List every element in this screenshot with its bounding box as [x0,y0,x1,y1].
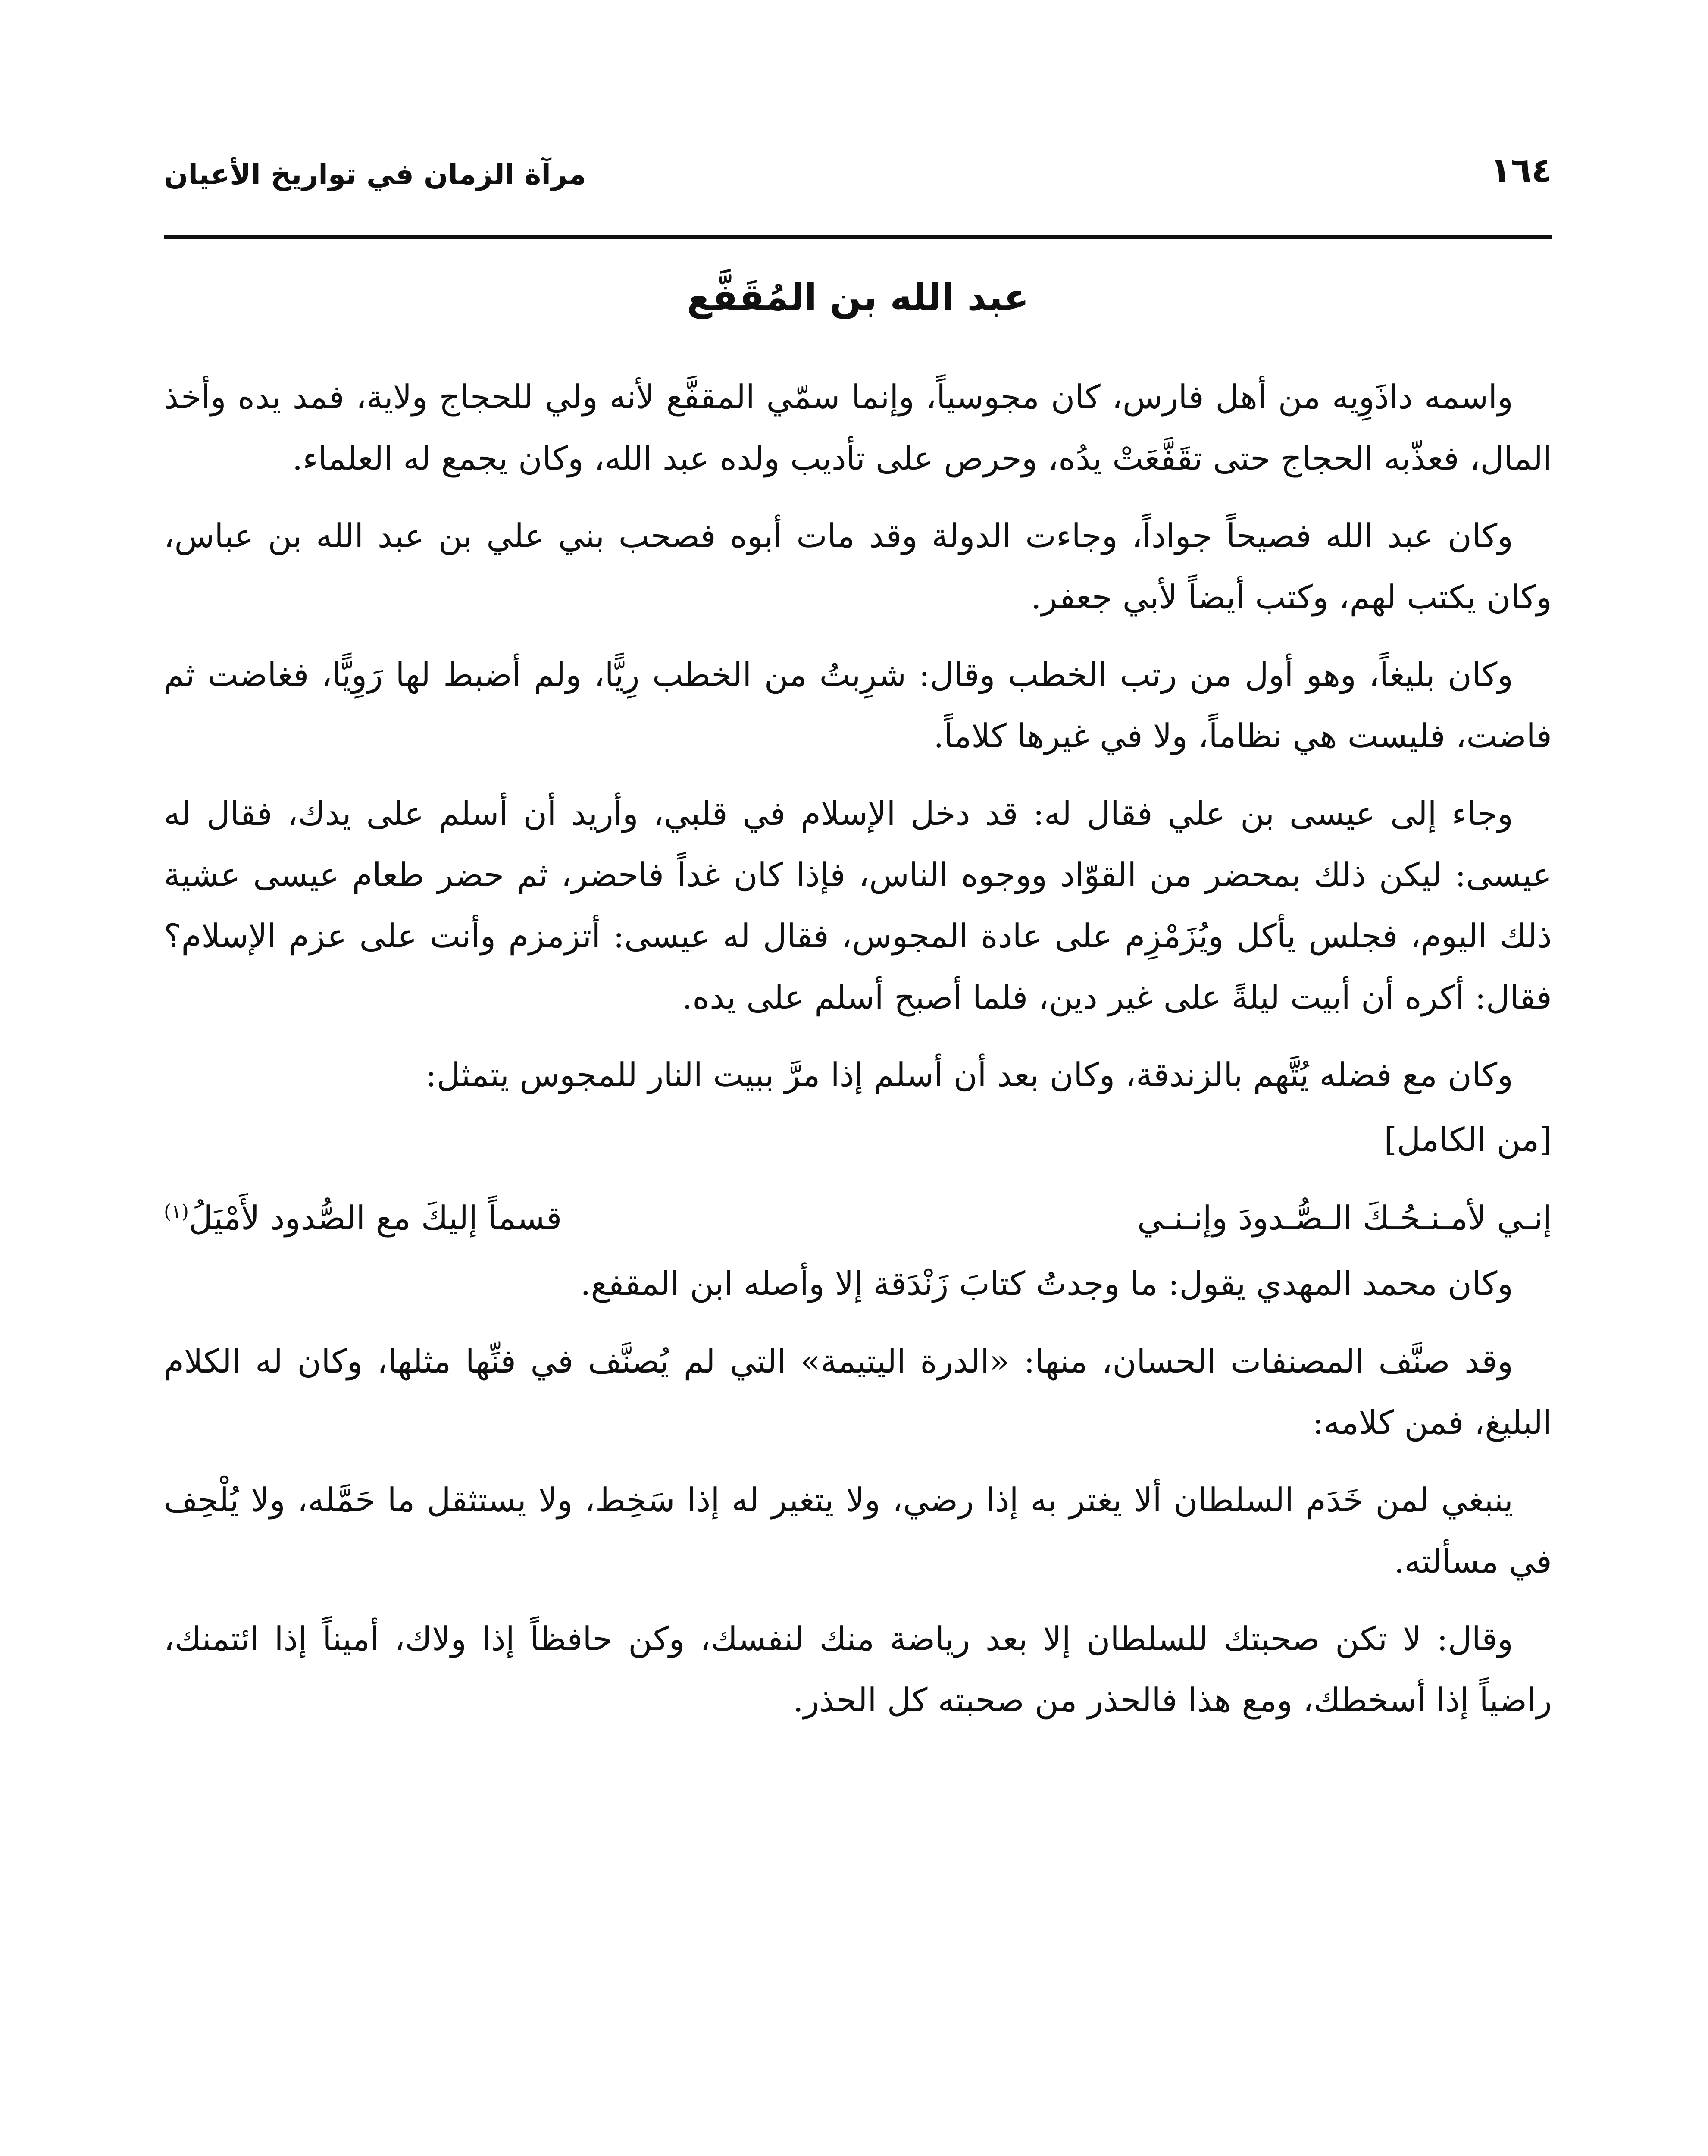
verse-first-hemistich: إنـي لأمـنـحُـكَ الـصُّـدودَ وإنـنـي [1137,1199,1552,1237]
paragraph: وقال: لا تكن صحبتك للسلطان إلا بعد رياضة منك لنفسك، وكن حافظاً إذا ولاك، أميناً إذا ائتمنك، راضياً إذا أسخطك، ومع هذا فالحذر من صحبته كل الحذر. [164,1620,1552,1719]
poetry-verse [164,1188,1552,1249]
body-text [164,367,1552,1747]
paragraph: وكان بليغاً، وهو أول من رتب الخطب وقال: شرِبتُ من الخطب رِيًّا، ولم أضبط لها رَوِيًّا، فغاضت ثم فاضت، فليست هي نظاماً، ولا في غيرها كلاماً. [164,655,1552,755]
verse-second-hemistich [164,1188,562,1249]
paragraph: وكان مع فضله يُتَّهم بالزندقة، وكان بعد أن أسلم إذا مرَّ ببيت النار للمجوس يتمثل: [425,1056,1513,1094]
paragraph: وكان محمد المهدي يقول: ما وجدتُ كتابَ زَنْدَقة إلا وأصله ابن المقفع. [580,1264,1513,1303]
footnote-reference[interactable]: (١) [164,1200,189,1223]
page-number: ١٦٤ [1490,151,1552,190]
paragraph: ينبغي لمن خَدَم السلطان ألا يغتر به إذا رضي، ولا يتغير له إذا سَخِط، ولا يستثقل ما حَمَّله، ولا يُلْحِف في مسألته. [164,1481,1552,1580]
paragraph: وقد صنَّف المصنفات الحسان، منها: «الدرة اليتيمة» التي لم يُصنَّف في فنِّها مثلها، وكان له الكلام البليغ، فمن كلامه: [164,1342,1552,1442]
page-header [164,142,1552,216]
header-rule [164,235,1552,239]
verse-second-hemistich-text: قسماً إليكَ مع الصُّدود لأَمْيَلُ [188,1199,562,1237]
chapter-title: عبد الله بن المُقَفَّع [686,276,1029,319]
meter-label: [من الكامل] [1384,1120,1552,1159]
running-title: مرآة الزمان في تواريخ الأعيان [164,158,586,191]
paragraph: وكان عبد الله فصيحاً جواداً، وجاءت الدولة وقد مات أبوه فصحب بني علي بن عبد الله بن عباس، وكان يكتب لهم، وكتب أيضاً لأبي جعفر. [164,517,1552,616]
paragraph: وجاء إلى عيسى بن علي فقال له: قد دخل الإسلام في قلبي، وأريد أن أسلم على يدك، فقال له عيسى: ليكن ذلك بمحضر من القوّاد ووجوه الناس، فإذا كان غداً فاحضر، ثم حضر طعام عيسى عشية ذلك اليوم، فجلس يأكل ويُزَمْزِم على عادة المجوس، فقال له عيسى: أتزمزم وأنت على عزم الإسلام؟ فقال: أكره أن أبيت ليلةً على غير دين، فلما أصبح أسلم على يده. [164,794,1552,1016]
paragraph: واسمه داذَوِيه من أهل فارس، كان مجوسياً، وإنما سمّي المقفَّع لأنه ولي للحجاج ولاية، فمد يده وأخذ المال، فعذّبه الحجاج حتى تقَفَّعَتْ يدُه، وحرص على تأديب ولده عبد الله، وكان يجمع له العلماء. [164,378,1552,477]
